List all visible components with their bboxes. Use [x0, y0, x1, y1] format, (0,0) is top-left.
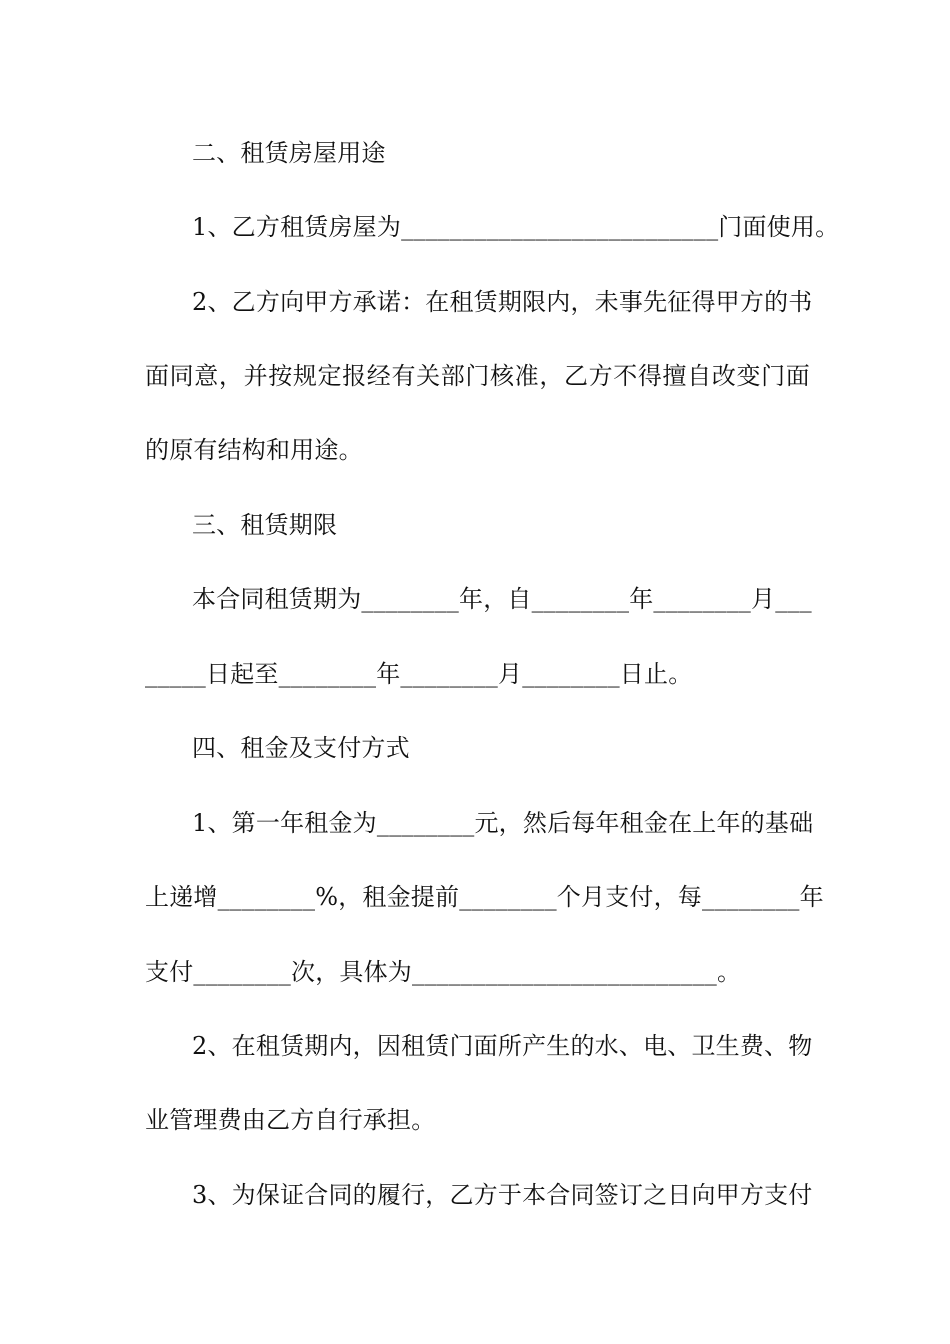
paragraph-line: 业管理费由乙方自行承担。 — [145, 1106, 436, 1134]
paragraph-line: 的原有结构和用途。 — [145, 436, 363, 464]
section-heading-usage: 二、租赁房屋用途 — [192, 139, 386, 167]
paragraph-line: 2、在租赁期内，因租赁门面所产生的水、电、卫生费、物 — [192, 1032, 813, 1060]
paragraph-line: 支付________次，具体为_________________________。 — [145, 958, 742, 986]
section-heading-term: 三、租赁期限 — [192, 511, 338, 539]
paragraph-line: 2、乙方向甲方承诺：在租赁期限内，未事先征得甲方的书 — [192, 288, 813, 316]
paragraph-line: 面同意，并按规定报经有关部门核准，乙方不得擅自改变门面 — [145, 362, 810, 390]
paragraph-line: 本合同租赁期为________年，自________年________月___ — [192, 585, 812, 613]
paragraph-line: 上递增________%，租金提前________个月支付，每________年 — [145, 883, 824, 911]
section-heading-rent: 四、租金及支付方式 — [192, 734, 410, 762]
paragraph-line: 1、乙方租赁房屋为__________________________门面使用。 — [192, 213, 840, 241]
paragraph-line: _____日起至________年________月________日止。 — [145, 660, 693, 688]
paragraph-line: 3、为保证合同的履行，乙方于本合同签订之日向甲方支付 — [192, 1181, 813, 1209]
paragraph-line: 1、第一年租金为________元，然后每年租金在上年的基础 — [192, 809, 814, 837]
